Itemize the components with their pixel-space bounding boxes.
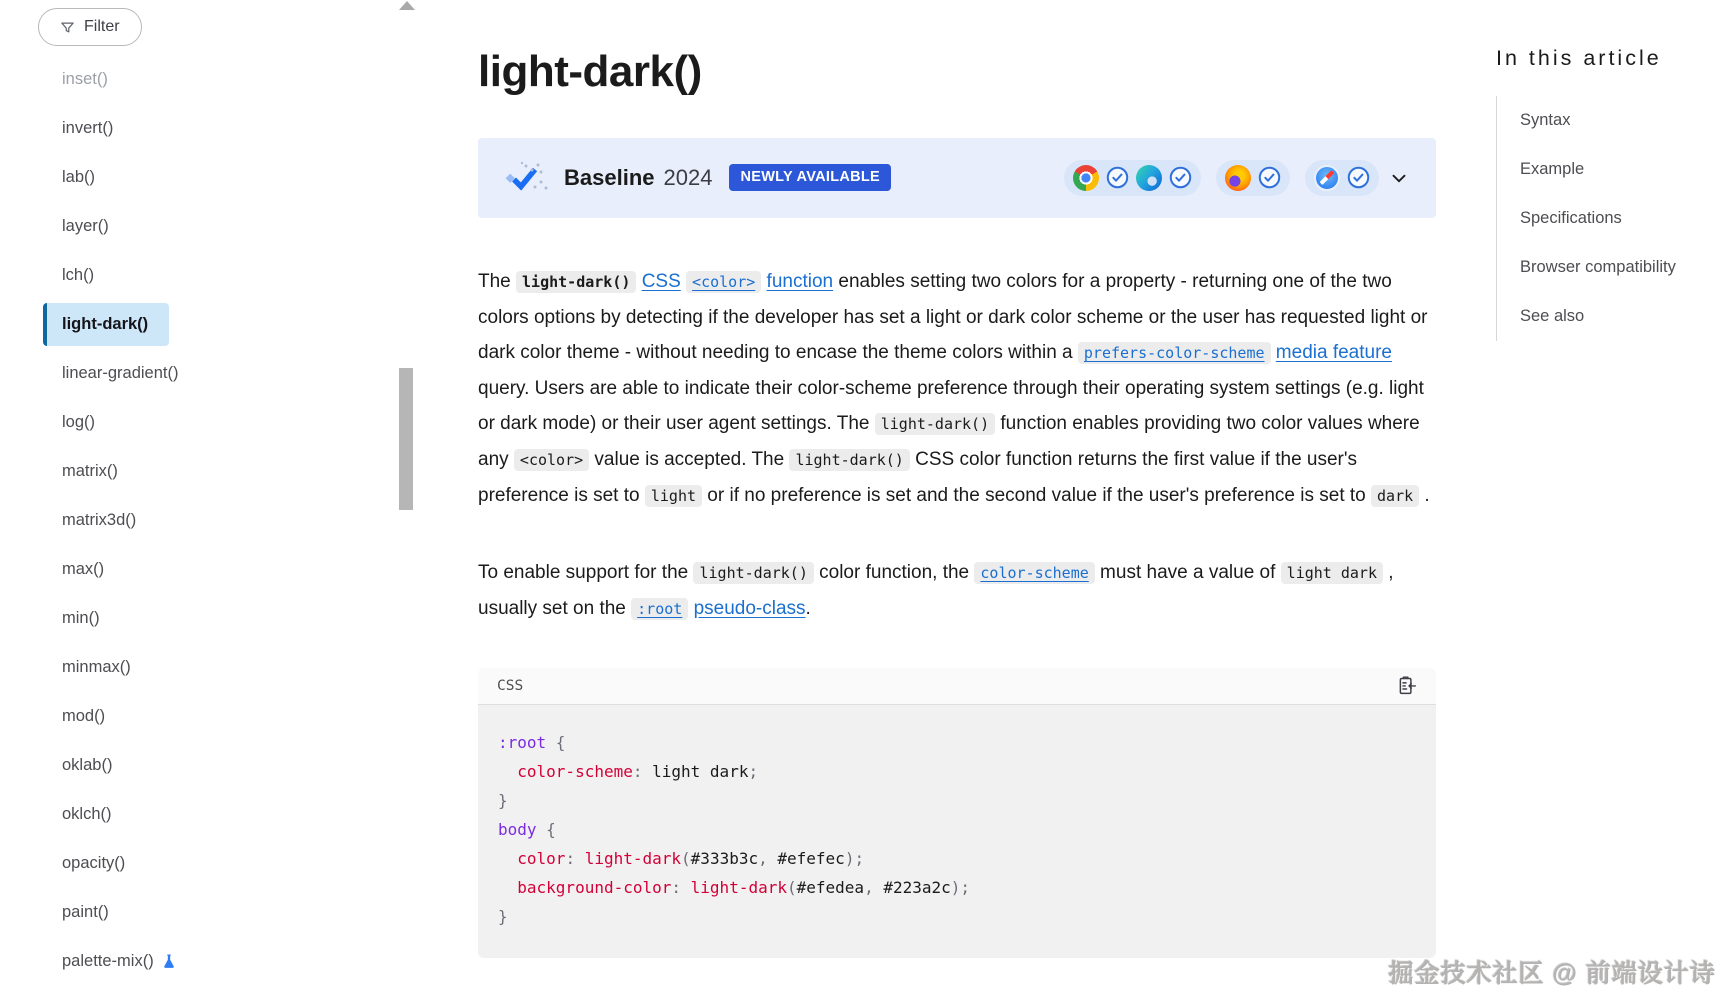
- code-link[interactable]: color-scheme: [974, 562, 1094, 584]
- text-run: query. Users are able to indicate their color-scheme preference through their operating system settings (e.g. light or dark mode) or their user agent settings. The: [478, 377, 1424, 434]
- safari-icon: [1314, 165, 1340, 191]
- edge-icon: [1136, 165, 1162, 191]
- code-token: :root: [498, 732, 547, 752]
- code-token: :: [565, 848, 585, 868]
- sidebar-item-invert[interactable]: [38, 104, 398, 153]
- sidebar-item-lch[interactable]: [38, 251, 398, 300]
- sidebar-item-label: opacity(): [62, 854, 126, 872]
- filter-button[interactable]: [38, 8, 142, 46]
- sidebar: [38, 8, 398, 986]
- text-run: , usually set on the: [478, 561, 1394, 619]
- sidebar-item-linear-gradient[interactable]: [38, 349, 398, 398]
- sidebar-item-label: invert(): [62, 119, 114, 137]
- text-run: To enable support for the: [478, 561, 694, 583]
- code-link[interactable]: prefers-color-scheme: [1078, 342, 1271, 364]
- article-body: [478, 264, 1436, 627]
- sidebar-item-label: oklab(): [62, 756, 113, 774]
- inline-code: light: [645, 485, 702, 507]
- code-line: [498, 815, 1416, 844]
- code-token: background-color: [517, 877, 672, 897]
- sidebar-item-label: oklch(): [62, 805, 112, 823]
- check-icon: [1106, 166, 1129, 189]
- sidebar-item-oklch[interactable]: [38, 790, 398, 839]
- code-line: [498, 786, 1416, 815]
- code-token: body: [498, 819, 537, 839]
- code-token: #223a2c: [883, 877, 951, 897]
- toc-list: [1496, 96, 1728, 341]
- text-run: must have a value of: [1094, 561, 1281, 583]
- code-token: {: [536, 819, 556, 839]
- scrollbar-up-arrow-icon[interactable]: [399, 1, 415, 10]
- scrollbar-thumb[interactable]: [399, 368, 413, 510]
- baseline-banner: [478, 138, 1436, 218]
- toc-heading: In this article: [1496, 46, 1662, 70]
- code-token: {: [546, 732, 566, 752]
- code-line: [498, 757, 1416, 786]
- sidebar-item-label: matrix3d(): [62, 511, 137, 529]
- code-token: color-scheme: [517, 761, 633, 781]
- sidebar-item-label: min(): [62, 609, 100, 627]
- inline-code: light-dark(): [516, 271, 636, 293]
- sidebar-item-label: paint(): [62, 903, 109, 921]
- text-run: .: [1419, 484, 1430, 506]
- code-token: color: [517, 848, 566, 868]
- code-token: light-dark: [690, 877, 787, 897]
- sidebar-item-label: palette-mix(): [62, 952, 154, 970]
- baseline-logo-icon: [504, 160, 551, 196]
- code-token: light dark: [652, 761, 749, 781]
- code-content: [478, 705, 1436, 958]
- sidebar-item-label: minmax(): [62, 658, 131, 676]
- code-token: [498, 849, 517, 868]
- chrome-icon: [1073, 165, 1099, 191]
- inline-code: light dark: [1281, 562, 1383, 584]
- check-icon: [1169, 166, 1192, 189]
- code-link[interactable]: :root: [631, 598, 688, 620]
- sidebar-item-minmax[interactable]: [38, 643, 398, 692]
- baseline-label: Baseline: [564, 164, 655, 190]
- browser-pill: [1216, 160, 1290, 196]
- filter-icon: [60, 20, 75, 35]
- sidebar-item-layer[interactable]: [38, 202, 398, 251]
- browser-pill: [1064, 160, 1201, 196]
- code-token: light-dark: [584, 848, 682, 868]
- text-run: color function, the: [813, 561, 975, 583]
- sidebar-item-label: lab(): [62, 168, 96, 186]
- sidebar-item-opacity[interactable]: [38, 839, 398, 888]
- filter-label: Filter: [84, 18, 120, 35]
- code-token: #333b3c: [690, 848, 759, 868]
- sidebar-item-label: matrix(): [62, 462, 118, 480]
- sidebar-item-matrix3d[interactable]: [38, 496, 398, 545]
- check-icon: [1347, 166, 1370, 189]
- link[interactable]: media feature: [1275, 341, 1392, 363]
- toc: [1496, 46, 1728, 341]
- text-run: The: [478, 270, 517, 292]
- sidebar-nav: [38, 55, 398, 986]
- inline-code: light-dark(): [875, 413, 995, 435]
- toc-item-specifications[interactable]: Specifications: [1520, 209, 1622, 227]
- sidebar-item-label: inset(): [62, 70, 108, 88]
- code-token: #efedea: [796, 877, 865, 897]
- browser-pill: [1305, 160, 1379, 196]
- code-token: }: [498, 906, 508, 926]
- text-run: function enables providing two color values where any: [478, 412, 1420, 470]
- paragraph-support: [478, 555, 1436, 627]
- watermark: 掘金技术社区 @ 前端设计诗: [1388, 960, 1716, 988]
- link[interactable]: CSS: [641, 270, 681, 292]
- browser-support: [1064, 160, 1379, 196]
- firefox-icon: [1225, 165, 1251, 191]
- sidebar-item-label: lch(): [62, 266, 95, 284]
- text-run: or if no preference is set and the second value if the user's preference is set to: [702, 484, 1372, 506]
- sidebar-item-matrix[interactable]: [38, 447, 398, 496]
- copy-icon: [1396, 675, 1417, 696]
- inline-code: light-dark(): [693, 562, 813, 584]
- copy-code-button[interactable]: [1396, 675, 1417, 696]
- code-token: :: [632, 761, 653, 781]
- sidebar-item-inset[interactable]: [38, 55, 398, 104]
- code-block: [478, 668, 1436, 958]
- code-line: [498, 902, 1416, 931]
- code-link[interactable]: <color>: [686, 271, 761, 293]
- sidebar-item-paint[interactable]: [38, 888, 398, 937]
- link[interactable]: function: [766, 270, 834, 292]
- sidebar-item-max[interactable]: [38, 545, 398, 594]
- sidebar-item-label: max(): [62, 560, 105, 578]
- sidebar-item-min[interactable]: [38, 594, 398, 643]
- text-run: enables setting two colors for a property - returning one of the two colors options by detecting if the developer has set a light or dark color scheme or the user has requested light or dark color theme - without needing to encase the theme colors within a: [478, 270, 1428, 363]
- code-token: }: [498, 790, 508, 810]
- toc-item-see-also[interactable]: See also: [1520, 307, 1585, 325]
- baseline-year: 2024: [663, 164, 713, 190]
- inline-code: <color>: [514, 449, 589, 471]
- sidebar-item-label: linear-gradient(): [62, 364, 179, 382]
- chevron-down-icon[interactable]: [1388, 167, 1410, 189]
- text-run: .: [805, 597, 811, 619]
- code-token: ;: [748, 761, 759, 781]
- code-token: (: [786, 877, 797, 897]
- inline-code: light-dark(): [789, 449, 909, 471]
- sidebar-item-label: light-dark(): [43, 303, 169, 346]
- code-token: );: [950, 877, 971, 897]
- flask-icon: [162, 953, 176, 970]
- sidebar-item-palette-mix[interactable]: [38, 937, 398, 986]
- code-line: [498, 844, 1416, 873]
- baseline-status-badge: NEWLY AVAILABLE: [729, 164, 891, 191]
- code-token: ,: [864, 877, 884, 897]
- code-token: :: [671, 877, 691, 897]
- sidebar-item-mod[interactable]: [38, 692, 398, 741]
- code-language-label: CSS: [497, 677, 524, 694]
- check-icon: [1258, 166, 1281, 189]
- toc-item-syntax[interactable]: Syntax: [1520, 111, 1571, 129]
- code-line: [498, 873, 1416, 902]
- sidebar-item-label: log(): [62, 413, 96, 431]
- code-token: [498, 762, 517, 781]
- page-title: light-dark(): [478, 47, 702, 96]
- paragraph-intro: [478, 264, 1436, 514]
- text-run: value is accepted. The: [589, 448, 790, 470]
- toc-item-example[interactable]: Example: [1520, 160, 1585, 178]
- code-token: ,: [758, 848, 778, 868]
- sidebar-item-label: mod(): [62, 707, 106, 725]
- sidebar-item-label: layer(): [62, 217, 109, 235]
- text-run: CSS color function returns the first value if the user's preference is set to: [478, 448, 1358, 506]
- sidebar-item-lab[interactable]: [38, 153, 398, 202]
- toc-item-browser-compatibility[interactable]: Browser compatibility: [1520, 258, 1676, 276]
- code-block-header: [478, 668, 1436, 705]
- inline-code: dark: [1371, 485, 1419, 507]
- code-token: #efefec: [777, 848, 845, 868]
- code-token: );: [844, 848, 865, 868]
- code-line: [498, 728, 1416, 757]
- sidebar-item-log[interactable]: [38, 398, 398, 447]
- code-token: (: [681, 848, 691, 868]
- article: [478, 0, 1436, 958]
- sidebar-item-oklab[interactable]: [38, 741, 398, 790]
- link[interactable]: pseudo-class: [693, 597, 806, 619]
- code-token: [498, 878, 517, 897]
- sidebar-item-light-dark[interactable]: [38, 300, 398, 349]
